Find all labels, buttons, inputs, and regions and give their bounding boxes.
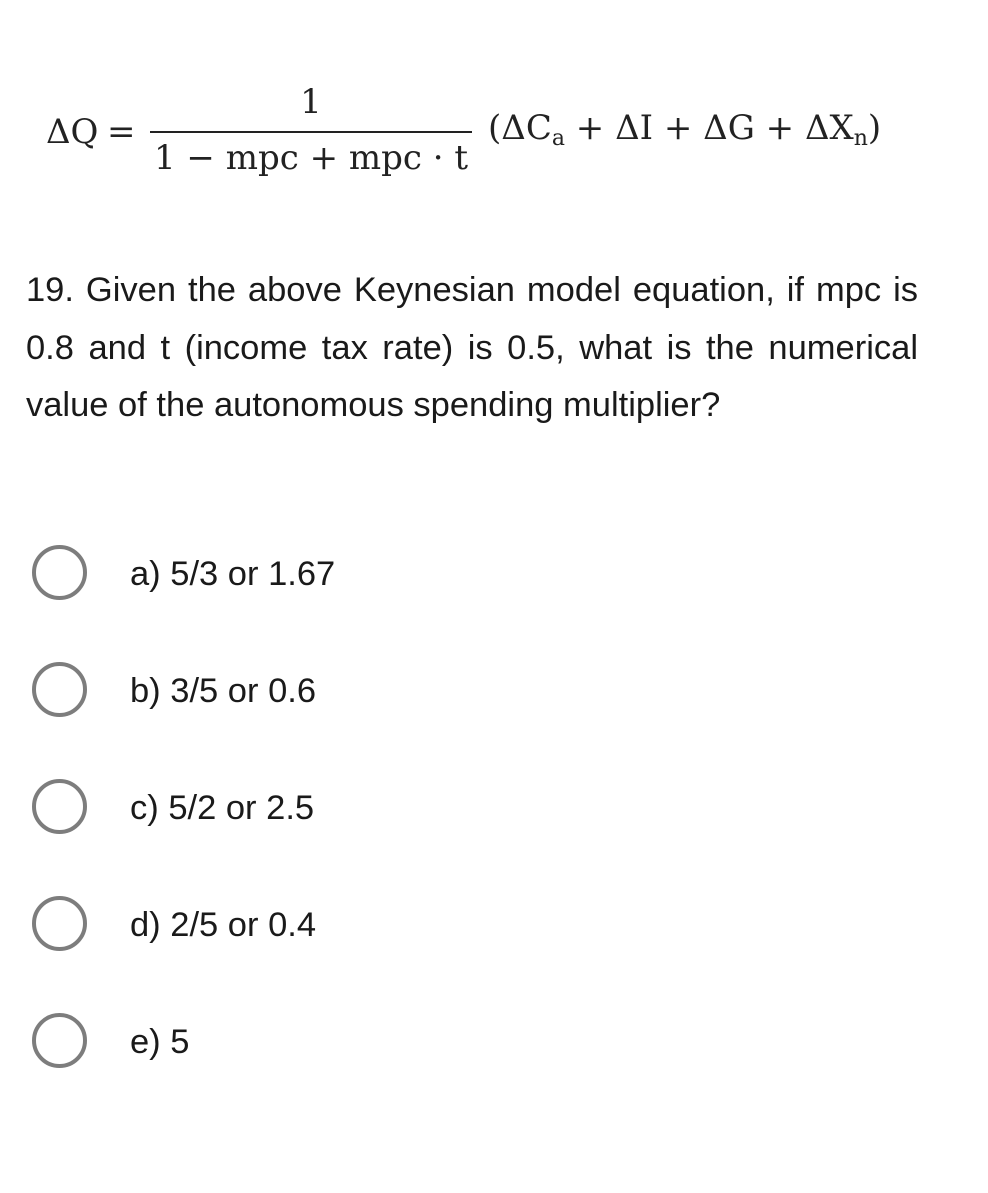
radio-button-icon[interactable] [32, 779, 87, 834]
radio-button-icon[interactable] [32, 662, 87, 717]
option-c[interactable] [32, 779, 732, 896]
equation-rhs [488, 108, 881, 151]
fraction-numerator: 1 [300, 82, 322, 122]
rhs-open: (ΔC [488, 108, 552, 148]
option-label: a) 5/3 or 1.67 [130, 555, 336, 593]
option-label: c) 5/2 or 2.5 [130, 789, 315, 827]
fraction-bar [150, 131, 472, 133]
radio-button-icon[interactable] [32, 545, 87, 600]
question-text: 19. Given the above Keynesian model equation, if mpc is 0.8 and t (income tax rate) is 0.5, what is the numerical value of the autonomous spending multiplier? [26, 271, 918, 424]
radio-button-icon[interactable] [32, 896, 87, 951]
option-label: e) 5 [130, 1023, 190, 1061]
option-e[interactable] [32, 1013, 732, 1130]
option-label: d) 2/5 or 0.4 [130, 906, 317, 944]
equation-lhs: ΔQ [46, 112, 99, 152]
answer-options [32, 545, 732, 1130]
equation-fraction [150, 82, 472, 192]
option-b[interactable] [32, 662, 732, 779]
rhs-subscript-a: a [551, 126, 565, 151]
rhs-middle: + ΔI + ΔG + ΔX [564, 108, 854, 148]
radio-button-icon[interactable] [32, 1013, 87, 1068]
multiplier-equation [46, 82, 926, 192]
option-label: b) 3/5 or 0.6 [130, 672, 317, 710]
rhs-close: ) [867, 108, 882, 148]
rhs-subscript-n: n [853, 126, 868, 151]
equation-equals-sign: = [107, 112, 136, 152]
fraction-denominator: 1 − mpc + mpc · t [153, 138, 469, 178]
option-a[interactable] [32, 545, 732, 662]
option-d[interactable] [32, 896, 732, 1013]
